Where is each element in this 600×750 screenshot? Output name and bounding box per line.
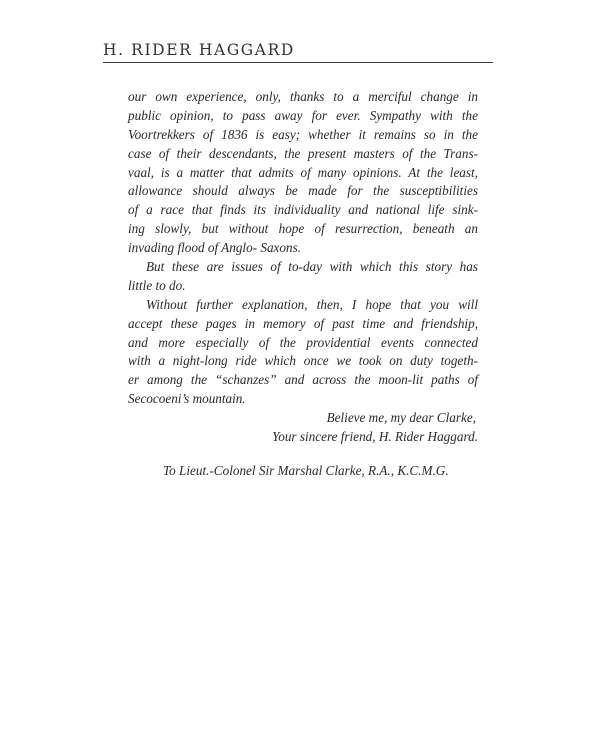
letter-closing xyxy=(128,409,478,447)
text-line: little to do. xyxy=(128,277,186,293)
text-line: vaal, is a matter that admits of many opinions. At the least, xyxy=(128,164,478,180)
paragraph xyxy=(128,88,478,258)
running-header-title: H. RIDER HAGGARD xyxy=(103,41,295,59)
header-rule xyxy=(103,62,493,63)
text-line: Secocoeni’s mountain. xyxy=(128,391,246,407)
text-line: ing slowly, but without hope of resurrection, beneath an xyxy=(128,221,478,237)
text-line: and more especially of the providential events connected xyxy=(128,334,478,350)
text-line: of a race that finds its individuality and national life sink- xyxy=(128,202,478,218)
text-line: with a night-long ride which once we took on duty togeth- xyxy=(128,353,478,369)
text-line: invading flood of Anglo- Saxons. xyxy=(128,240,302,256)
text-line: er among the “schanzes” and across the moon-lit paths of xyxy=(128,372,478,388)
text-line: accept these pages in memory of past time and friendship, xyxy=(128,315,478,331)
spacer xyxy=(128,447,478,462)
text-line: But these are issues of to-day with which this story has xyxy=(146,259,478,275)
text-line: case of their descendants, the present masters of the Trans- xyxy=(128,145,478,161)
text-line: Without further explanation, then, I hope that you will xyxy=(146,296,478,312)
signature-line: Your sincere friend, H. Rider Haggard. xyxy=(272,429,478,445)
closing-line: Believe me, my dear Clarke, xyxy=(326,410,476,426)
text-line: our own experience, only, thanks to a merciful change in xyxy=(128,89,478,104)
text-line: allowance should always be made for the susceptibilities xyxy=(128,183,478,199)
paragraph xyxy=(128,296,478,409)
dedication-line: To Lieut.-Colonel Sir Marshal Clarke, R.A., K.C.M.G. xyxy=(163,462,449,478)
text-line: Voortrekkers of 1836 is easy; whether it remains so in the xyxy=(128,126,478,142)
paragraph xyxy=(128,258,478,296)
text-line: public opinion, to pass away for ever. Sympathy with the xyxy=(128,107,478,123)
body-text xyxy=(128,88,478,481)
